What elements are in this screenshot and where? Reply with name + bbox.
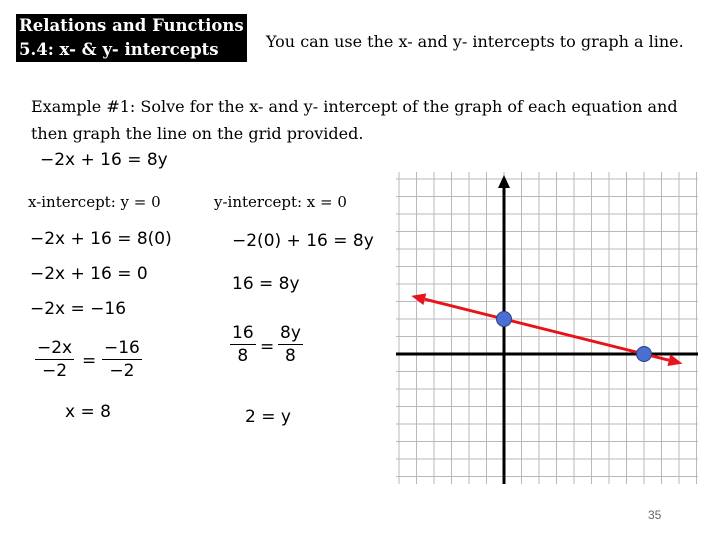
x-result: x = 8 [65,402,111,422]
y-frac-left-numerator: 16 [232,323,254,343]
title-box [16,14,247,62]
equation: −2x + 16 = 8y [40,150,168,170]
y-axis-arrow [498,175,510,188]
x-frac-right-denominator: −2 [109,361,135,381]
x-step-1: −2x + 16 = 8(0) [30,229,172,249]
x-frac-left-denominator: −2 [42,361,68,381]
example-text: Example #1: Solve for the x- and y- intercept of the graph of each equation and then graph the line on the grid provided. [31,97,678,143]
y-frac-right-numerator: 8y [280,323,301,343]
x-frac-left-numerator: −2x [37,338,73,358]
x-step-3: −2x = −16 [30,299,127,319]
y-step-1: −2(0) + 16 = 8y [232,231,374,251]
grid-lines [396,172,698,484]
x-fraction-left [35,338,74,381]
title-line-2: 5.4: x- & y- intercepts [19,40,219,59]
y-intercept-label: y-intercept: x = 0 [214,193,347,211]
y-frac-right-denominator: 8 [285,346,296,366]
intro-text: You can use the x- and y- intercepts to graph a line. [266,32,684,51]
y-fraction-right [278,323,303,366]
title-line-1: Relations and Functions [19,16,244,35]
x-step-2: −2x + 16 = 0 [30,264,148,284]
intercept-point [637,347,652,362]
line-arrow-left [411,293,426,305]
x-intercept-label: x-intercept: y = 0 [28,193,161,211]
intercept-point [497,312,512,327]
y-step-2: 16 = 8y [232,274,300,294]
coordinate-grid [396,172,698,484]
graph-line [425,299,669,360]
y-frac-equals: = [260,337,275,357]
x-fraction-right [102,338,142,381]
line-arrow-right [667,354,682,366]
page-number: 35 [648,508,662,522]
y-fraction-left [230,323,256,366]
y-frac-left-denominator: 8 [237,346,249,366]
x-frac-equals: = [82,351,97,371]
y-result: 2 = y [245,407,291,427]
x-frac-right-numerator: −16 [104,338,140,358]
